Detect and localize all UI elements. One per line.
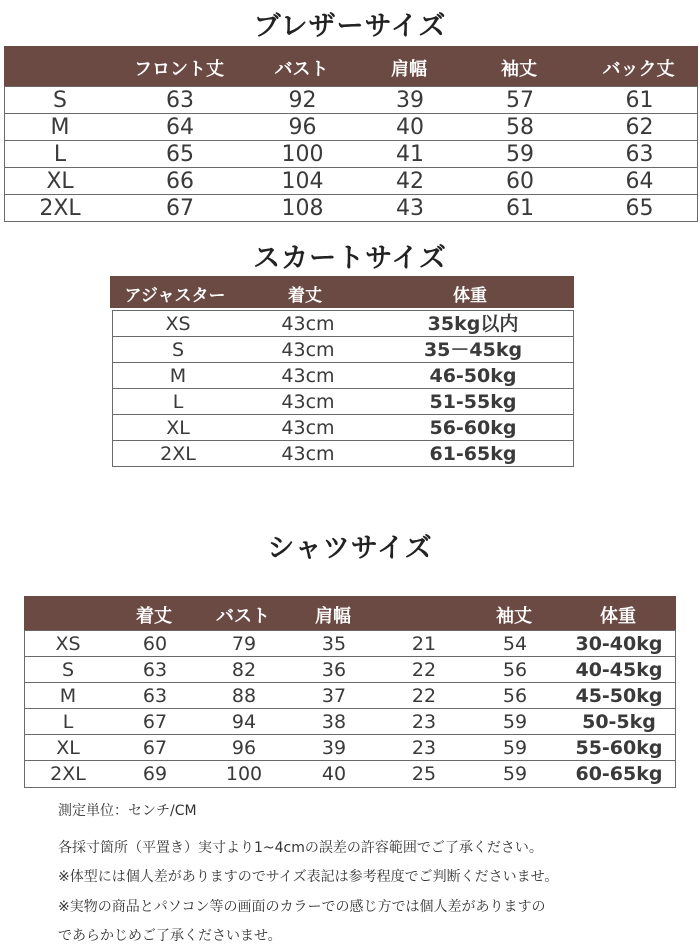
shirt-table-row <box>25 734 675 761</box>
shirt-table-cell: 40-45kg <box>575 659 663 681</box>
blazer-table-cell: 58 <box>506 115 534 140</box>
note-color-cont: であらかじめご了承くださいませ。 <box>58 928 282 944</box>
note-measure: 各採寸箇所（平置き）実寸より1~4cmの誤差の許容範囲でご了承ください。 <box>58 840 543 856</box>
blazer-table-cell: 61 <box>625 88 654 113</box>
shirt-table-cell: 79 <box>231 633 257 655</box>
shirt-table-cell: 60-65kg <box>575 763 663 785</box>
shirt-header-cell: 体重 <box>600 606 636 627</box>
shirt-table-cell: 59 <box>502 763 528 785</box>
skirt-table-cell: 51-55kg <box>429 391 517 413</box>
shirt-header <box>24 596 676 630</box>
blazer-table-cell: 65 <box>625 196 654 221</box>
shirt-table-cell: 54 <box>502 633 528 655</box>
blazer-title: ブレザーサイズ <box>253 11 447 42</box>
shirt-table-cell: L <box>62 711 74 733</box>
blazer-table-cell: 100 <box>281 142 324 167</box>
skirt-table-cell: XL <box>166 417 190 439</box>
skirt-table-row <box>113 388 573 415</box>
blazer-table-cell: 66 <box>166 169 194 194</box>
shirt-table-cell: 69 <box>142 763 168 785</box>
blazer-table-cell: 39 <box>396 88 424 113</box>
shirt-table-cell: M <box>59 685 77 707</box>
blazer-header-cell: 肩幅 <box>391 59 427 80</box>
shirt-table-cell: 96 <box>231 737 257 759</box>
skirt-table-cell: 35kg以内 <box>427 313 519 335</box>
shirt-header-cell: バスト <box>216 606 270 627</box>
shirt-table-cell: 56 <box>502 659 528 681</box>
shirt-table-cell: 2XL <box>50 763 86 785</box>
blazer-table-cell: 60 <box>506 169 534 194</box>
shirt-table-row <box>25 682 675 709</box>
shirt-table-cell: XL <box>56 737 80 759</box>
shirt-table-cell: 25 <box>411 763 437 785</box>
blazer-table-cell: 64 <box>625 169 654 194</box>
blazer-table-cell: 41 <box>396 142 424 167</box>
blazer-table-cell: 40 <box>396 115 424 140</box>
shirt-table-cell: 67 <box>142 711 168 733</box>
shirt-table-cell: 67 <box>142 737 168 759</box>
blazer-table-cell: 2XL <box>39 196 81 221</box>
shirt-table <box>24 630 676 788</box>
blazer-table-cell: S <box>53 88 67 113</box>
shirt-header-cell: 袖丈 <box>496 606 532 627</box>
blazer-table-row <box>5 113 697 141</box>
blazer-table-cell: 104 <box>281 169 324 194</box>
skirt-table-cell: 46-50kg <box>429 365 517 387</box>
shirt-table-row <box>25 630 675 657</box>
shirt-title: シャツサイズ <box>267 533 433 564</box>
skirt-table-cell: 43cm <box>281 443 335 465</box>
skirt-table-row <box>113 310 573 337</box>
blazer-table-cell: 42 <box>396 169 424 194</box>
skirt-table-cell: S <box>171 339 185 361</box>
shirt-table-cell: S <box>61 659 75 681</box>
blazer-table-cell: 62 <box>625 115 654 140</box>
blazer-table-cell: 92 <box>288 88 317 113</box>
shirt-table-cell: 38 <box>321 711 347 733</box>
blazer-table-cell: 43 <box>396 196 424 221</box>
blazer-table-row <box>5 86 697 114</box>
skirt-table-row <box>113 440 573 467</box>
blazer-table <box>4 86 698 222</box>
skirt-header-cell: 体重 <box>453 286 487 306</box>
shirt-table-cell: 56 <box>502 685 528 707</box>
skirt-table-cell: 61-65kg <box>429 443 517 465</box>
skirt-table-row <box>113 414 573 441</box>
blazer-header-cell: フロント丈 <box>134 59 224 80</box>
shirt-table-cell: 40 <box>321 763 347 785</box>
shirt-header-cell: 着丈 <box>136 606 172 627</box>
shirt-table-row <box>25 760 675 787</box>
shirt-table-cell: 22 <box>411 685 437 707</box>
blazer-table-cell: L <box>53 142 67 167</box>
blazer-table-cell: 65 <box>166 142 194 167</box>
skirt-table-cell: L <box>172 391 184 413</box>
skirt-table-cell: 2XL <box>160 443 196 465</box>
shirt-table-cell: 21 <box>411 633 437 655</box>
skirt-table-cell: XS <box>165 313 191 335</box>
skirt-header-cell: アジャスター <box>124 286 226 306</box>
blazer-table-row <box>5 194 697 222</box>
skirt-table-cell: 43cm <box>281 339 335 361</box>
skirt-header-cell: 着丈 <box>288 286 322 306</box>
note-body: ※体型には個人差がありますのでサイズ表記は参考程度でご判断くださいませ。 <box>58 869 559 885</box>
skirt-table-cell: 56-60kg <box>429 417 517 439</box>
shirt-table-row <box>25 708 675 735</box>
shirt-table-cell: 59 <box>502 711 528 733</box>
skirt-table <box>112 310 574 467</box>
shirt-table-cell: 36 <box>321 659 347 681</box>
skirt-table-cell: 43cm <box>281 365 335 387</box>
shirt-table-cell: 82 <box>231 659 257 681</box>
shirt-table-cell: 63 <box>142 659 168 681</box>
blazer-table-cell: M <box>50 115 70 140</box>
blazer-table-cell: 64 <box>166 115 194 140</box>
shirt-table-cell: 45-50kg <box>575 685 663 707</box>
shirt-table-cell: 59 <box>502 737 528 759</box>
blazer-header-cell: バスト <box>274 59 329 80</box>
blazer-header-cell: バック丈 <box>602 59 675 80</box>
blazer-table-cell: 63 <box>166 88 194 113</box>
skirt-title: スカートサイズ <box>253 243 447 274</box>
skirt-table-cell: 35－45kg <box>423 339 523 361</box>
skirt-table-cell: 43cm <box>281 313 335 335</box>
blazer-table-cell: 67 <box>166 196 194 221</box>
blazer-table-row <box>5 140 697 168</box>
shirt-table-row <box>25 656 675 683</box>
shirt-table-cell: XS <box>55 633 81 655</box>
blazer-table-cell: XL <box>46 169 74 194</box>
blazer-table-cell: 96 <box>288 115 317 140</box>
blazer-table-row <box>5 167 697 195</box>
shirt-table-cell: 94 <box>231 711 257 733</box>
skirt-header <box>110 276 574 308</box>
shirt-table-cell: 50-5kg <box>582 711 656 733</box>
shirt-table-cell: 35 <box>321 633 347 655</box>
skirt-table-row <box>113 362 573 389</box>
blazer-header <box>4 46 698 86</box>
shirt-table-cell: 100 <box>225 763 263 785</box>
skirt-table-cell: 43cm <box>281 417 335 439</box>
skirt-table-cell: M <box>169 365 187 387</box>
shirt-header-cell: 肩幅 <box>315 606 351 627</box>
note-color: ※実物の商品とパソコン等の画面のカラーでの感じ方では個人差がありますの <box>58 899 546 915</box>
shirt-table-cell: 23 <box>411 737 437 759</box>
shirt-table-cell: 55-60kg <box>575 737 663 759</box>
skirt-table-row <box>113 336 573 363</box>
blazer-table-cell: 61 <box>506 196 534 221</box>
blazer-table-cell: 63 <box>625 142 654 167</box>
shirt-table-cell: 30-40kg <box>575 633 663 655</box>
shirt-table-cell: 39 <box>321 737 347 759</box>
skirt-table-cell: 43cm <box>281 391 335 413</box>
shirt-table-cell: 37 <box>321 685 347 707</box>
shirt-table-cell: 23 <box>411 711 437 733</box>
blazer-table-cell: 57 <box>506 88 534 113</box>
shirt-table-cell: 88 <box>231 685 257 707</box>
shirt-table-cell: 63 <box>142 685 168 707</box>
blazer-header-cell: 袖丈 <box>501 59 537 80</box>
shirt-table-cell: 60 <box>142 633 168 655</box>
note-unit: 測定単位：センチ/CM <box>58 803 197 819</box>
shirt-table-cell: 22 <box>411 659 437 681</box>
blazer-table-cell: 108 <box>281 196 324 221</box>
blazer-table-cell: 59 <box>506 142 534 167</box>
